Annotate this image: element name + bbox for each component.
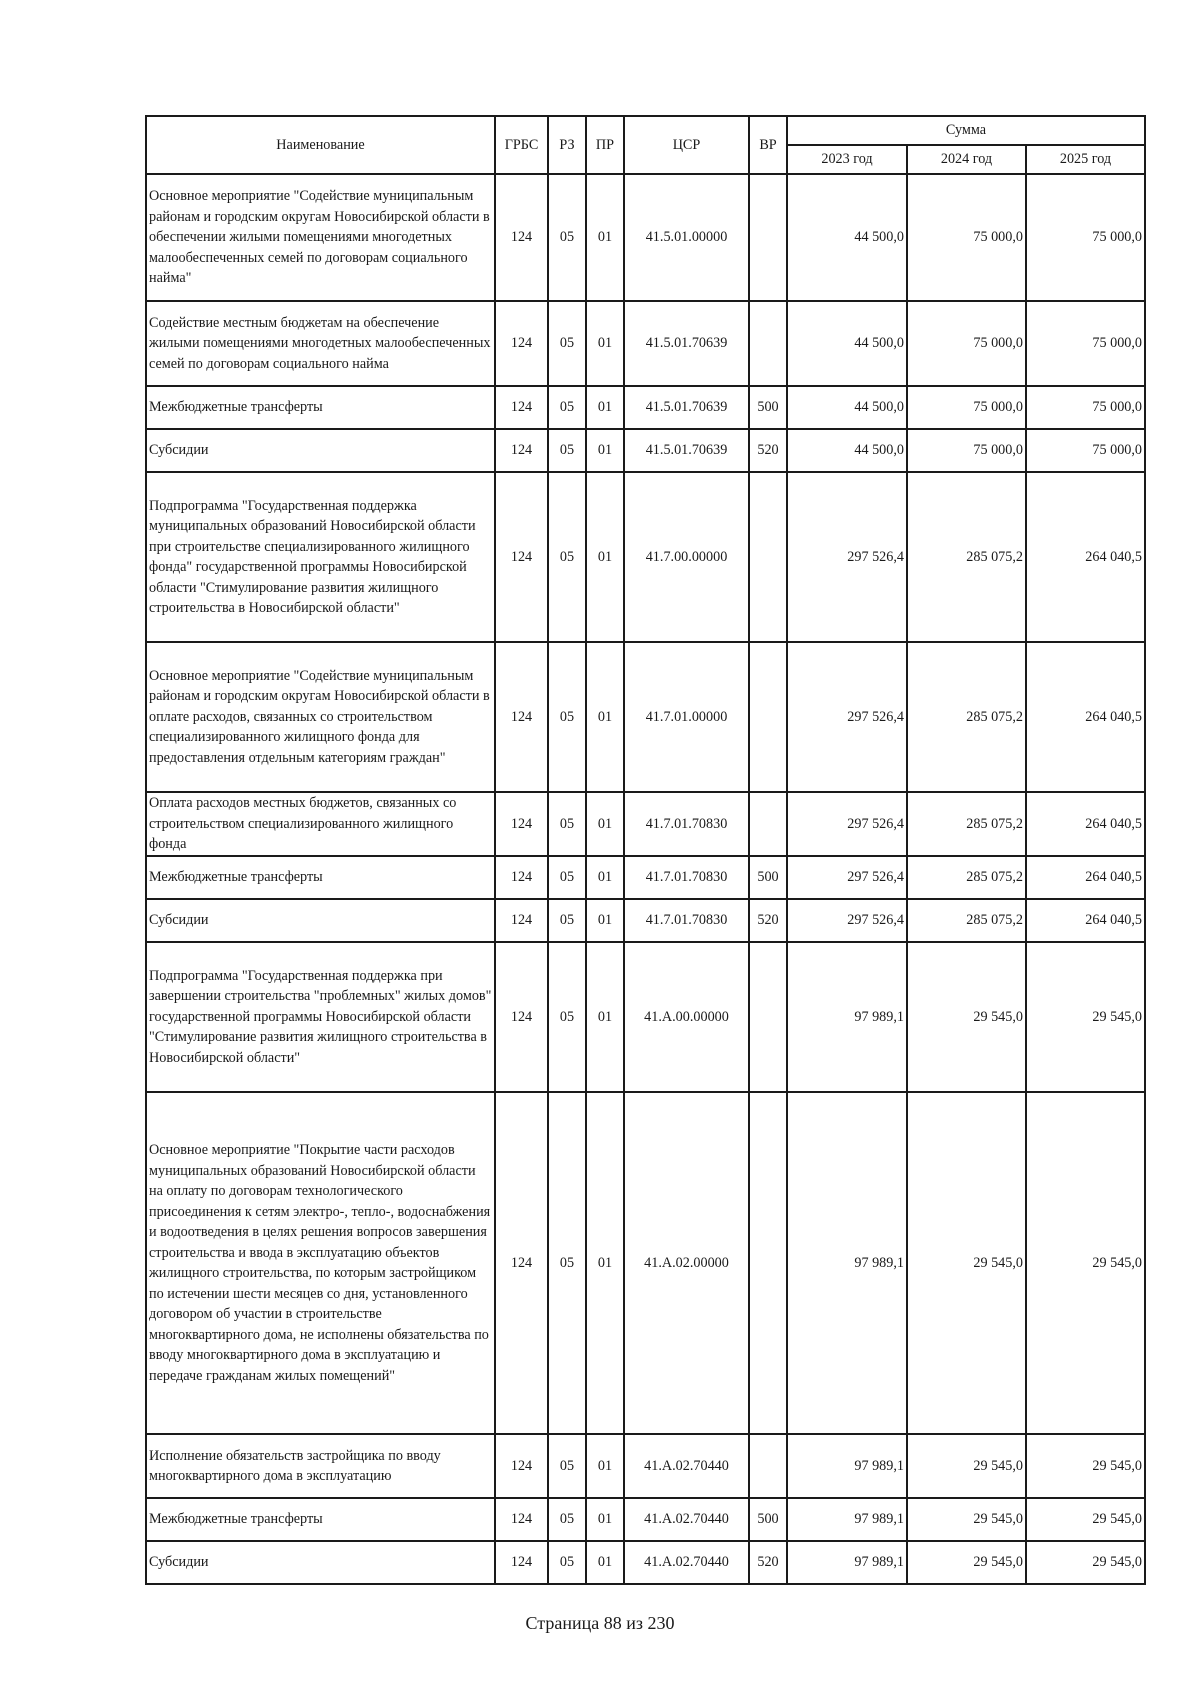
header-year-2025: 2025 год xyxy=(1026,145,1145,174)
cell-rz: 05 xyxy=(548,472,586,642)
cell-2024: 29 545,0 xyxy=(907,1541,1026,1584)
cell-pr: 01 xyxy=(586,899,624,942)
cell-rz: 05 xyxy=(548,174,586,301)
table-row xyxy=(146,301,1145,386)
table-row xyxy=(146,386,1145,429)
cell-pr: 01 xyxy=(586,642,624,792)
cell-vr: 500 xyxy=(749,1498,787,1541)
cell-2024: 75 000,0 xyxy=(907,386,1026,429)
table-row xyxy=(146,1498,1145,1541)
cell-rz: 05 xyxy=(548,429,586,472)
cell-2023: 44 500,0 xyxy=(787,174,907,301)
table-row xyxy=(146,942,1145,1092)
cell-rz: 05 xyxy=(548,386,586,429)
cell-vr xyxy=(749,472,787,642)
cell-pr: 01 xyxy=(586,429,624,472)
table-row xyxy=(146,174,1145,301)
cell-csr: 41.А.02.70440 xyxy=(624,1498,749,1541)
cell-rz: 05 xyxy=(548,1541,586,1584)
cell-2023: 297 526,4 xyxy=(787,642,907,792)
cell-pr: 01 xyxy=(586,1092,624,1434)
cell-2023: 297 526,4 xyxy=(787,899,907,942)
cell-2023: 297 526,4 xyxy=(787,792,907,856)
cell-pr: 01 xyxy=(586,174,624,301)
cell-csr: 41.5.01.70639 xyxy=(624,301,749,386)
cell-csr: 41.7.01.70830 xyxy=(624,856,749,899)
cell-2023: 97 989,1 xyxy=(787,1541,907,1584)
table-row xyxy=(146,429,1145,472)
table-row xyxy=(146,1092,1145,1434)
table-row xyxy=(146,1434,1145,1498)
header-sum: Сумма xyxy=(787,116,1145,145)
table-body xyxy=(146,174,1145,1584)
cell-2025: 264 040,5 xyxy=(1026,899,1145,942)
cell-2023: 44 500,0 xyxy=(787,386,907,429)
cell-name: Межбюджетные трансферты xyxy=(146,1498,495,1541)
cell-grbs: 124 xyxy=(495,942,548,1092)
cell-rz: 05 xyxy=(548,1498,586,1541)
cell-name: Основное мероприятие "Покрытие части расходов муниципальных образований Новосибирской области на оплату по договорам технологического присоединения к сетям электро-, тепло-, водоснабжения и водоотведения в целях решения вопросов завершения строительства и ввода в эксплуатацию объектов жилищного строительства, по которым застройщиком по истечении шести месяцев со дня, установленного договором об участии в строительстве многоквартирного дома, не исполнены обязательства по вводу многоквартирного дома в эксплуатацию и передаче гражданам жилых помещений" xyxy=(146,1092,495,1434)
cell-grbs: 124 xyxy=(495,642,548,792)
cell-2023: 97 989,1 xyxy=(787,1434,907,1498)
cell-2024: 285 075,2 xyxy=(907,899,1026,942)
cell-2025: 75 000,0 xyxy=(1026,174,1145,301)
table-row xyxy=(146,899,1145,942)
cell-vr xyxy=(749,1434,787,1498)
header-year-2024: 2024 год xyxy=(907,145,1026,174)
cell-grbs: 124 xyxy=(495,1498,548,1541)
cell-grbs: 124 xyxy=(495,1541,548,1584)
cell-name: Межбюджетные трансферты xyxy=(146,856,495,899)
cell-vr: 520 xyxy=(749,1541,787,1584)
cell-grbs: 124 xyxy=(495,856,548,899)
cell-pr: 01 xyxy=(586,386,624,429)
cell-vr xyxy=(749,174,787,301)
cell-2025: 29 545,0 xyxy=(1026,1541,1145,1584)
cell-csr: 41.5.01.70639 xyxy=(624,429,749,472)
cell-2025: 264 040,5 xyxy=(1026,472,1145,642)
cell-grbs: 124 xyxy=(495,792,548,856)
header-year-2023: 2023 год xyxy=(787,145,907,174)
cell-2023: 97 989,1 xyxy=(787,942,907,1092)
cell-vr xyxy=(749,642,787,792)
cell-rz: 05 xyxy=(548,899,586,942)
cell-rz: 05 xyxy=(548,856,586,899)
cell-csr: 41.А.02.70440 xyxy=(624,1541,749,1584)
cell-2024: 29 545,0 xyxy=(907,1434,1026,1498)
cell-2023: 97 989,1 xyxy=(787,1092,907,1434)
table-row xyxy=(146,472,1145,642)
cell-pr: 01 xyxy=(586,792,624,856)
page-number: Страница 88 из 230 xyxy=(525,1613,675,1633)
cell-csr: 41.7.01.70830 xyxy=(624,899,749,942)
table-row xyxy=(146,856,1145,899)
cell-2023: 97 989,1 xyxy=(787,1498,907,1541)
cell-vr: 500 xyxy=(749,386,787,429)
cell-rz: 05 xyxy=(548,1434,586,1498)
cell-vr xyxy=(749,1092,787,1434)
cell-grbs: 124 xyxy=(495,1434,548,1498)
header-vr: ВР xyxy=(749,116,787,174)
cell-grbs: 124 xyxy=(495,301,548,386)
cell-2025: 75 000,0 xyxy=(1026,386,1145,429)
cell-csr: 41.5.01.70639 xyxy=(624,386,749,429)
cell-rz: 05 xyxy=(548,1092,586,1434)
cell-2023: 297 526,4 xyxy=(787,856,907,899)
cell-rz: 05 xyxy=(548,642,586,792)
cell-name: Основное мероприятие "Содействие муниципальным районам и городским округам Новосибирской области в обеспечении жилыми помещениями многодетных малообеспеченных семей по договорам социального найма" xyxy=(146,174,495,301)
cell-csr: 41.А.00.00000 xyxy=(624,942,749,1092)
cell-pr: 01 xyxy=(586,1434,624,1498)
cell-csr: 41.7.01.70830 xyxy=(624,792,749,856)
cell-2024: 75 000,0 xyxy=(907,429,1026,472)
cell-2025: 75 000,0 xyxy=(1026,429,1145,472)
cell-pr: 01 xyxy=(586,1541,624,1584)
header-csr: ЦСР xyxy=(624,116,749,174)
budget-table xyxy=(145,115,1146,1585)
cell-2025: 264 040,5 xyxy=(1026,856,1145,899)
cell-csr: 41.А.02.70440 xyxy=(624,1434,749,1498)
cell-vr: 500 xyxy=(749,856,787,899)
cell-pr: 01 xyxy=(586,301,624,386)
cell-2024: 285 075,2 xyxy=(907,792,1026,856)
header-row-top xyxy=(146,116,1145,145)
table-header xyxy=(146,116,1145,174)
cell-2024: 285 075,2 xyxy=(907,856,1026,899)
cell-name: Субсидии xyxy=(146,899,495,942)
cell-grbs: 124 xyxy=(495,472,548,642)
cell-name: Подпрограмма "Государственная поддержка при завершении строительства "проблемных" жилых домов" государственной программы Новосибирской области "Стимулирование развития жилищного строительства в Новосибирской области" xyxy=(146,942,495,1092)
table-row xyxy=(146,792,1145,856)
cell-vr: 520 xyxy=(749,429,787,472)
cell-vr xyxy=(749,792,787,856)
cell-2025: 29 545,0 xyxy=(1026,942,1145,1092)
cell-pr: 01 xyxy=(586,856,624,899)
cell-name: Основное мероприятие "Содействие муниципальным районам и городским округам Новосибирской области в оплате расходов, связанных со строительством специализированного жилищного фонда для предоставления отдельным категориям граждан" xyxy=(146,642,495,792)
header-grbs: ГРБС xyxy=(495,116,548,174)
cell-2025: 264 040,5 xyxy=(1026,792,1145,856)
header-rz: РЗ xyxy=(548,116,586,174)
cell-name: Межбюджетные трансферты xyxy=(146,386,495,429)
cell-2023: 44 500,0 xyxy=(787,301,907,386)
cell-grbs: 124 xyxy=(495,174,548,301)
cell-2023: 44 500,0 xyxy=(787,429,907,472)
cell-name: Содействие местным бюджетам на обеспечение жилыми помещениями многодетных малообеспеченных семей по договорам социального найма xyxy=(146,301,495,386)
cell-2025: 29 545,0 xyxy=(1026,1092,1145,1434)
cell-csr: 41.А.02.00000 xyxy=(624,1092,749,1434)
cell-vr: 520 xyxy=(749,899,787,942)
cell-pr: 01 xyxy=(586,472,624,642)
header-pr: ПР xyxy=(586,116,624,174)
cell-grbs: 124 xyxy=(495,899,548,942)
cell-csr: 41.7.01.00000 xyxy=(624,642,749,792)
cell-2024: 29 545,0 xyxy=(907,1498,1026,1541)
cell-rz: 05 xyxy=(548,792,586,856)
cell-vr xyxy=(749,942,787,1092)
cell-2025: 75 000,0 xyxy=(1026,301,1145,386)
cell-vr xyxy=(749,301,787,386)
cell-2023: 297 526,4 xyxy=(787,472,907,642)
cell-rz: 05 xyxy=(548,942,586,1092)
cell-2024: 29 545,0 xyxy=(907,1092,1026,1434)
header-name: Наименование xyxy=(146,116,495,174)
cell-csr: 41.5.01.00000 xyxy=(624,174,749,301)
cell-name: Оплата расходов местных бюджетов, связанных со строительством специализированного жилищного фонда xyxy=(146,792,495,856)
cell-2024: 285 075,2 xyxy=(907,472,1026,642)
cell-grbs: 124 xyxy=(495,1092,548,1434)
cell-2025: 29 545,0 xyxy=(1026,1434,1145,1498)
cell-name: Подпрограмма "Государственная поддержка муниципальных образований Новосибирской области при строительстве специализированного жилищного фонда" государственной программы Новосибирской области "Стимулирование развития жилищного строительства в Новосибирской области" xyxy=(146,472,495,642)
cell-rz: 05 xyxy=(548,301,586,386)
cell-2024: 285 075,2 xyxy=(907,642,1026,792)
cell-2024: 75 000,0 xyxy=(907,174,1026,301)
cell-2024: 75 000,0 xyxy=(907,301,1026,386)
cell-2025: 264 040,5 xyxy=(1026,642,1145,792)
cell-pr: 01 xyxy=(586,1498,624,1541)
cell-name: Субсидии xyxy=(146,429,495,472)
cell-name: Исполнение обязательств застройщика по вводу многоквартирного дома в эксплуатацию xyxy=(146,1434,495,1498)
cell-2024: 29 545,0 xyxy=(907,942,1026,1092)
table-row xyxy=(146,642,1145,792)
cell-grbs: 124 xyxy=(495,386,548,429)
cell-csr: 41.7.00.00000 xyxy=(624,472,749,642)
cell-grbs: 124 xyxy=(495,429,548,472)
cell-pr: 01 xyxy=(586,942,624,1092)
cell-2025: 29 545,0 xyxy=(1026,1498,1145,1541)
cell-name: Субсидии xyxy=(146,1541,495,1584)
table-row xyxy=(146,1541,1145,1584)
